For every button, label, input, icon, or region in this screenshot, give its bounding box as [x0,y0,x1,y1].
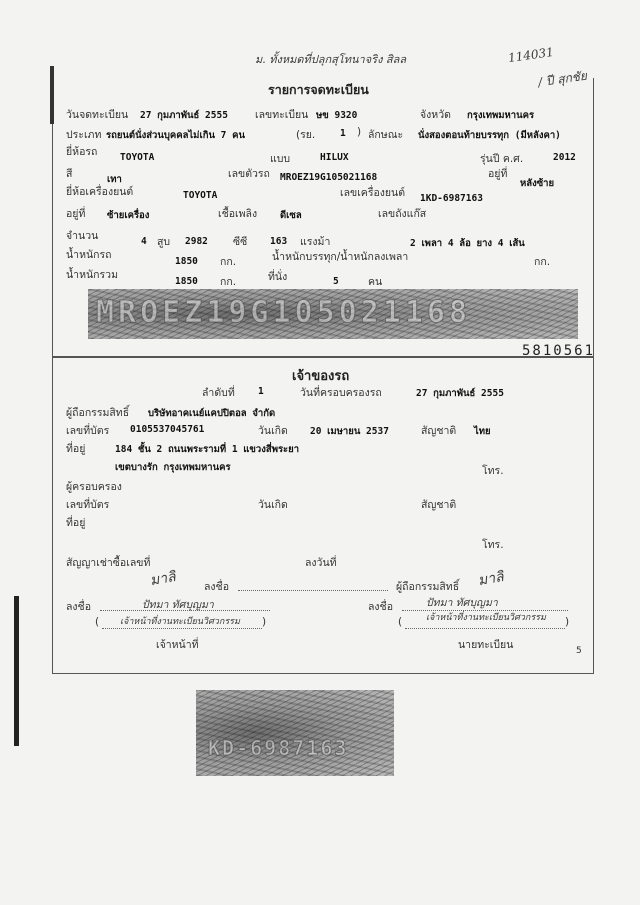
registration-title: รายการจดทะเบียน [268,82,369,97]
address-label: ที่อยู่ [66,443,86,455]
role-right-line [405,628,565,629]
color-label: สี [66,168,73,180]
year-value: 2012 [553,152,576,163]
year-label: รุ่นปี ค.ศ. [480,153,524,165]
id-value: 0105537045761 [130,424,205,435]
count-value: 4 [141,236,147,247]
seats-value: 5 [333,276,339,287]
contract-date-label: ลงวันที่ [305,557,337,569]
total-weight-value: 1850 [175,276,198,287]
chassis-at-value: หลังซ้าย [520,178,555,189]
engine-at-value: ซ้ายเครื่อง [107,210,150,221]
reference-number: 114031 [507,44,555,66]
gas-tank-label: เลขถังแก๊ส [378,208,427,220]
possessor-label: ผู้ครอบครอง [66,481,122,493]
total-weight-label: น้ำหนักรวม [66,269,118,281]
left-margin-mark-bottom [14,596,19,746]
possessor-tel-label: โทร. [482,539,504,551]
weight-label: น้ำหนักรถ [66,249,112,261]
dob-label: วันเกิด [258,425,288,437]
dob-value: 20 เมษายน 2537 [310,426,389,437]
hp-value: 163 [270,236,288,247]
engine-brand-label: ยี่ห้อเครื่องยนต์ [66,186,134,198]
color-value: เทา [107,174,122,185]
engine-rubbing-text: KD-6987163 [208,736,349,760]
owner-title: เจ้าของรถ [292,369,350,384]
engine-no-value: 1KD-6987163 [420,193,483,204]
possessor-address-label: ที่อยู่ [66,517,86,529]
count-label: จำนวน [66,230,99,242]
order-label: ลำดับที่ [202,387,235,399]
engine-rubbing [196,690,394,776]
role-left-open: ( [95,616,100,628]
seats-label: ที่นั่ง [268,271,288,283]
signer-role-right: เจ้าหน้าที่งานทะเบียนวิศวกรรม [426,613,546,623]
reg-date-value: 27 กุมภาพันธ์ 2555 [140,110,228,121]
cc-value: 2982 [185,236,208,247]
signature-right-top: มาลิ [476,568,505,590]
axle-value: 2 เพลา 4 ล้อ ยาง 4 เส้น [410,238,525,249]
signer-name-left: ปัทมา ทัศบุญมา [142,599,214,611]
possessor-dob-label: วันเกิด [258,499,288,511]
chassis-at-label: อยู่ที่ [488,168,508,180]
role-right-open: ( [398,616,403,628]
address-line2: เขตบางรัก กรุงเทพมหานคร [115,462,231,473]
province-label: จังหวัด [420,109,451,121]
cc-label: ซีซี [233,236,248,248]
sign-left-line [100,610,270,611]
signer-role-left: เจ้าหน้าที่งานทะเบียนวิศวกรรม [120,617,240,627]
model-label: แบบ [270,153,291,165]
role-left-line [102,628,262,629]
sign-label: ลงชื่อ [204,581,229,593]
rs-value: 1 [340,128,346,139]
type-value: รถยนต์นั่งส่วนบุคคลไม่เกิน 7 คน [106,130,245,141]
chassis-rubbing [88,289,578,339]
engine-brand-value: TOYOTA [183,190,218,201]
fuel-value: ดีเซล [280,210,302,221]
load-kg: กก. [534,256,551,268]
load-label: น้ำหนักบรรทุก/น้ำหนักลงเพลา [272,251,409,263]
nationality-value: ไทย [474,426,491,437]
province-value: กรุงเทพมหานคร [467,110,535,121]
possession-label: วันที่ครอบครองรถ [300,387,382,399]
total-kg: กก. [220,276,237,288]
role-right-close: ) [565,616,570,628]
registrar-label: นายทะเบียน [458,639,514,651]
holder-label: ผู้ถือกรรมสิทธิ์ [66,407,130,419]
reference-handwritten: / ปี สุกชัย [537,68,588,90]
weight-kg: กก. [220,256,237,268]
reg-no-value: ษข 9320 [316,110,358,121]
style-value: นั่งสองตอนท้ายบรรทุก (มีหลังคา) [418,130,561,141]
chassis-label: เลขตัวรถ [228,168,270,180]
holder-value: บริษัทอาคเนย์แคปปิตอล จำกัด [148,408,276,419]
contract-label: สัญญาเช่าซื้อเลขที่ [66,557,151,569]
nationality-label: สัญชาติ [421,425,457,437]
holder-sign-label: ผู้ถือกรรมสิทธิ์ [396,581,460,593]
sign-left-label: ลงชื่อ [66,601,91,613]
brand-value: TOYOTA [120,152,155,163]
style-label: ลักษณะ [368,129,404,141]
sign-line [238,590,388,591]
handwritten-note: ม. ทั้งหมดที่ปลุกสุโทนาจริง สิลล [255,53,407,66]
seats-unit: คน [368,276,383,288]
rs-label: (รย. [296,129,316,141]
signer-name-right: ปัทมา ทัศบุญมา [426,597,498,609]
possession-value: 27 กุมภาพันธ์ 2555 [416,388,504,399]
page-number: 5 [576,646,582,656]
tel-label: โทร. [482,465,504,477]
cylinder-label: สูบ [157,236,171,248]
engine-no-label: เลขเครื่องยนต์ [340,187,406,199]
model-value: HILUX [320,152,349,163]
officer-label: เจ้าหน้าที่ [156,639,199,651]
role-left-close: ) [262,616,267,628]
signature-left-top: มาลิ [148,568,177,590]
fuel-label: เชื้อเพลิง [218,208,258,220]
reg-no-label: เลขทะเบียน [255,109,309,121]
left-margin-mark-top [50,66,54,124]
order-value: 1 [258,386,264,397]
engine-at-label: อยู่ที่ [66,208,86,220]
address-line1: 184 ชั้น 2 ถนนพระรามที่ 1 แขวงสี่พระยา [115,444,300,455]
type-label: ประเภท [66,129,102,141]
reg-date-label: วันจดทะเบียน [66,109,129,121]
chassis-rubbing-text: MROEZ19G105021168 [96,295,472,330]
possessor-nationality-label: สัญชาติ [421,499,457,511]
chassis-value: MROEZ19G105021168 [280,172,378,183]
sign-right-label: ลงชื่อ [368,601,393,613]
stamp-number: 5810561 [522,343,596,359]
hp-label: แรงม้า [300,236,331,248]
possessor-id-label: เลขที่บัตร [66,499,110,511]
weight-value: 1850 [175,256,198,267]
id-label: เลขที่บัตร [66,425,110,437]
brand-label: ยี่ห้อรถ [66,146,98,158]
rs-close: ) [357,126,362,138]
